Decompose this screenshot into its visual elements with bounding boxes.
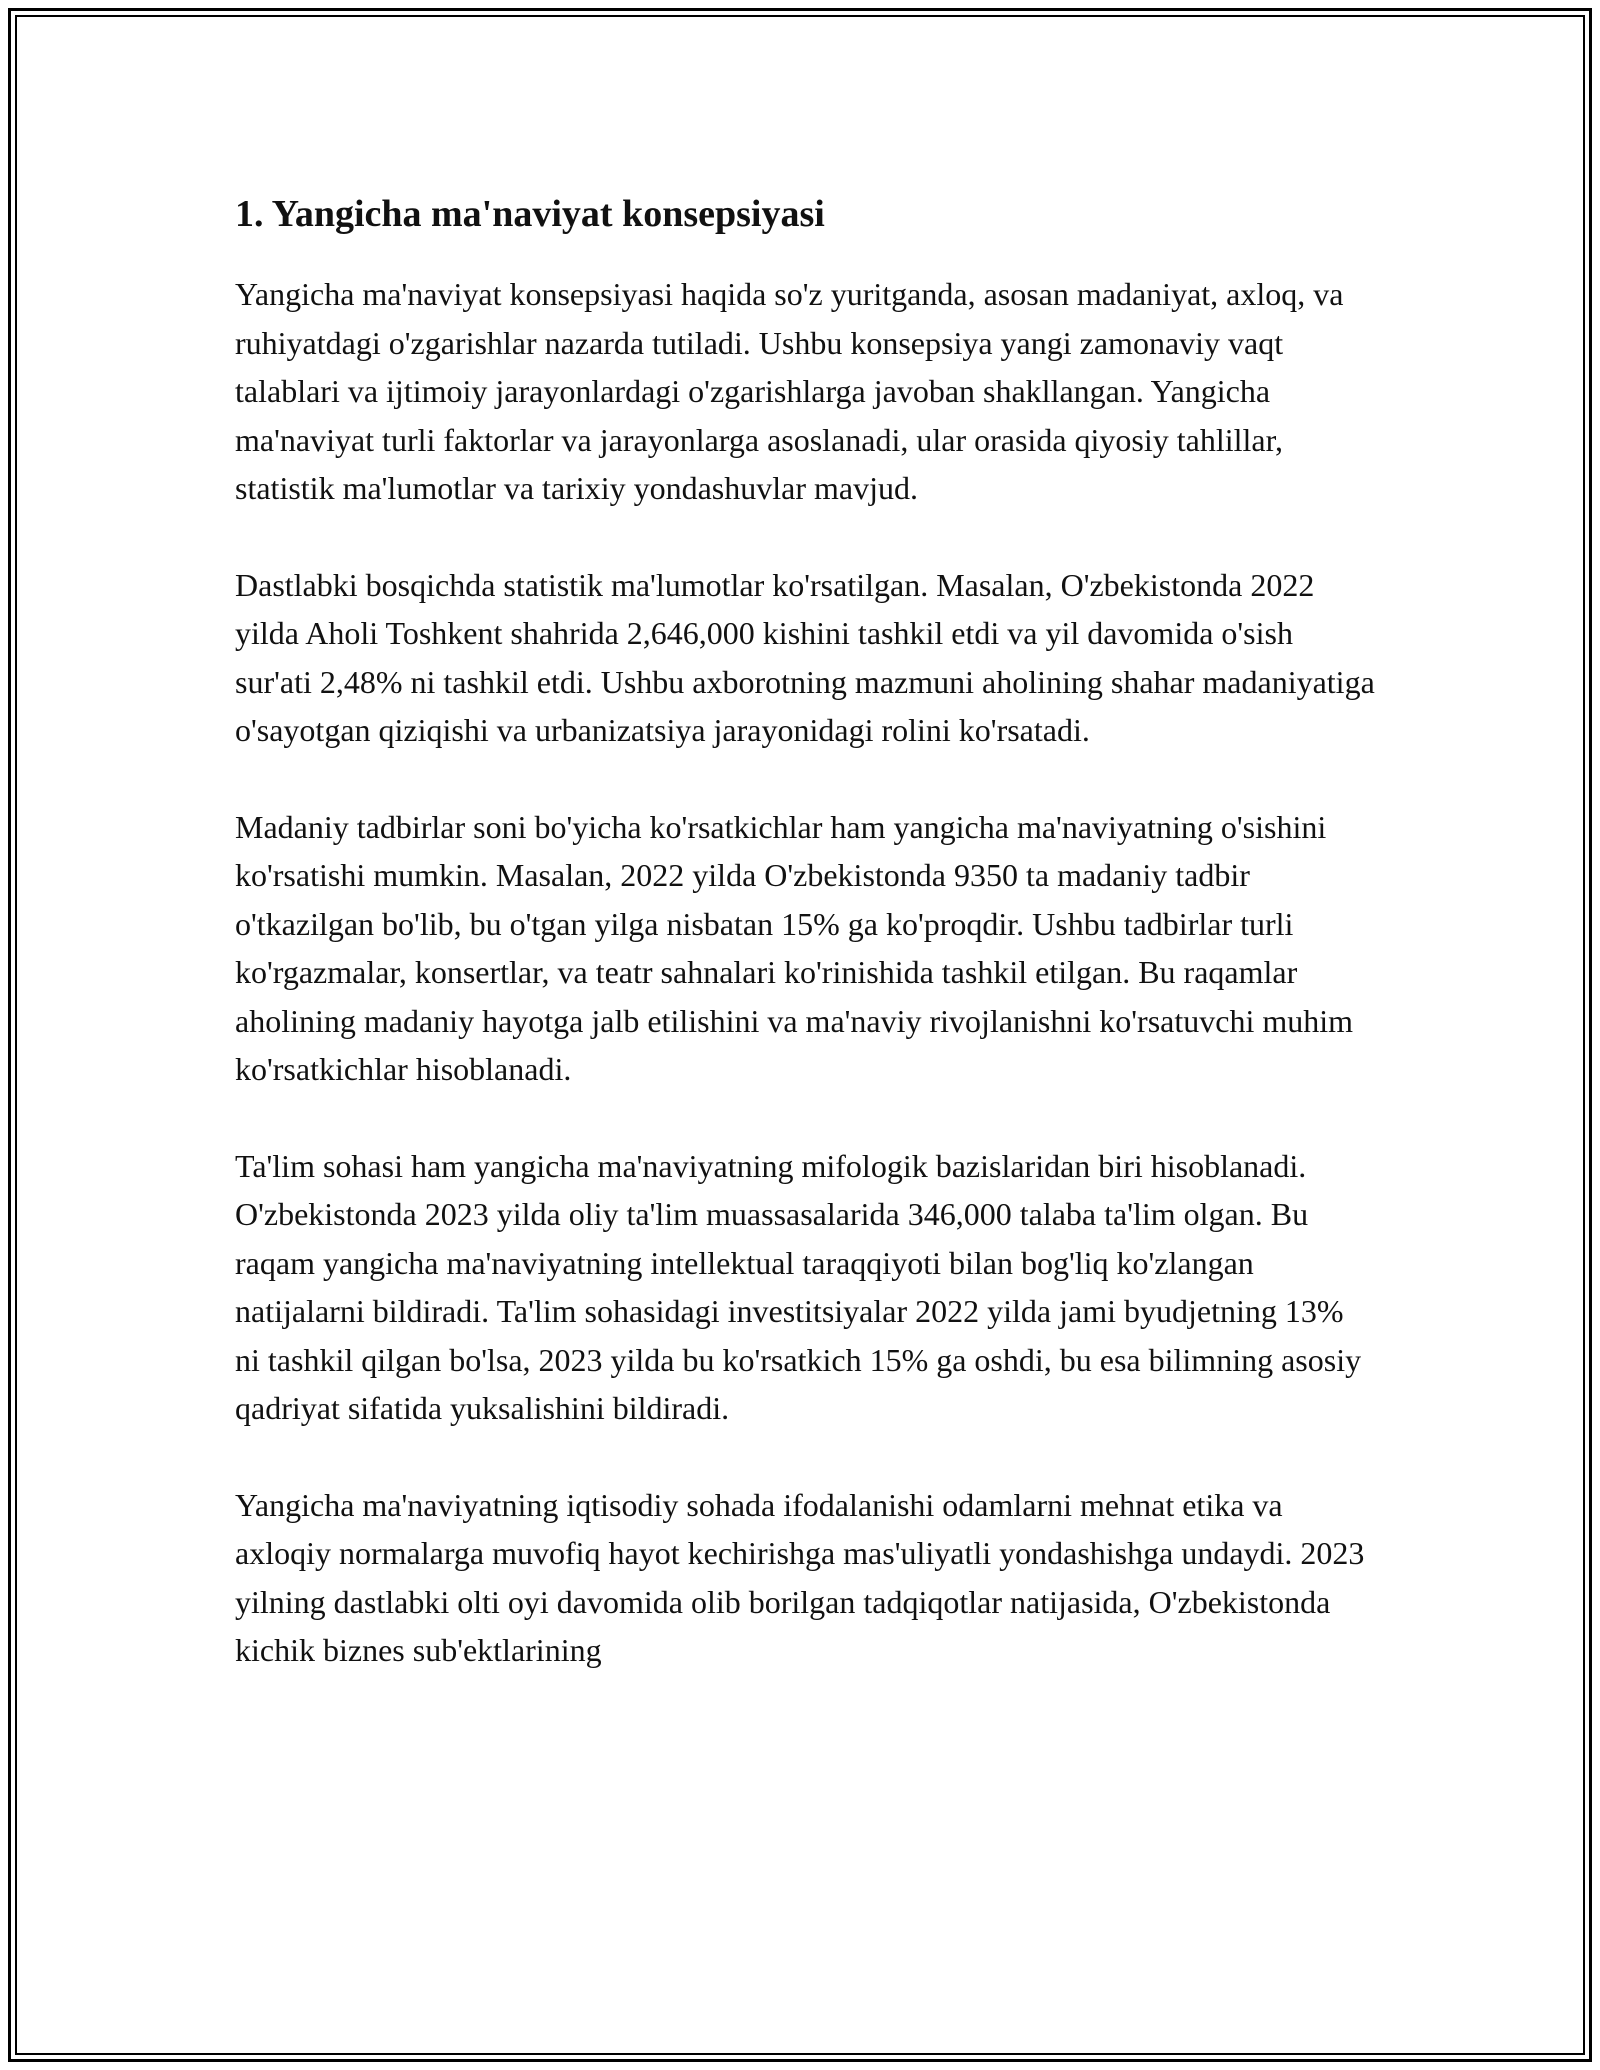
section-heading: 1. Yangicha ma'naviyat konsepsiyasi — [235, 193, 825, 235]
paragraph-4: Ta'lim sohasi ham yangicha ma'naviyatning mifologik bazislaridan biri hisoblanadi. O'zbekistonda 2023 yilda oliy ta'lim muassasalarida 346,000 talaba ta'lim olgan. Bu raqam yangicha ma'naviyatning intellektual taraqqiyoti bilan bog'liq ko'zlangan natijalarni bildiradi. Ta'lim sohasidagi investitsiyalar 2022 yilda jami byudjetning 13% ni tashkil qilgan bo'lsa, 2023 yilda bu ko'rsatkich 15% ga oshdi, bu esa bilimning asosiy qadriyat sifatida yuksalishini bildiradi. — [235, 1147, 1362, 1426]
paragraph-2: Dastlabki bosqichda statistik ma'lumotlar ko'rsatilgan. Masalan, O'zbekistonda 2022 yilda Aholi Toshkent shahrida 2,646,000 kishini tashkil etdi va yil davomida o'sish sur'ati 2,48% ni tashkil etdi. Ushbu axborotning mazmuni aholining shahar madaniyatiga o'sayotgan qiziqishi va urbanizatsiya jarayonidagi rolini ko'rsatadi. — [235, 566, 1375, 748]
paragraph-5: Yangicha ma'naviyatning iqtisodiy sohada ifodalanishi odamlarni mehnat etika va axloqiy normalarga muvofiq hayot kechirishga mas'uliyatli yondashishga undaydi. 2023 yilning dastlabki olti oyi davomida olib borilgan tadqiqotlar natijasida, O'zbekistonda kichik biznes sub'ektlarining — [235, 1486, 1365, 1668]
paragraph-1: Yangicha ma'naviyat konsepsiyasi haqida so'z yuritganda, asosan madaniyat, axloq, va ruhiyatdagi o'zgarishlar nazarda tutiladi. Ushbu konsepsiya yangi zamonaviy vaqt talablari va ijtimoiy jarayonlardagi o'zgarishlarga javoban shakllangan. Yangicha ma'naviyat turli faktorlar va jarayonlarga asoslanadi, ular orasida qiyosiy tahlillar, statistik ma'lumotlar va tarixiy yondashuvlar mavjud. — [235, 276, 1344, 506]
document-body — [235, 188, 1375, 1723]
paragraph-3: Madaniy tadbirlar soni bo'yicha ko'rsatkichlar ham yangicha ma'naviyatning o'sishini ko'rsatishi mumkin. Masalan, 2022 yilda O'zbekistonda 9350 ta madaniy tadbir o'tkazilgan bo'lib, bu o'tgan yilga nisbatan 15% ga ko'proqdir. Ushbu tadbirlar turli ko'rgazmalar, konsertlar, va teatr sahnalari ko'rinishida tashkil etilgan. Bu raqamlar aholining madaniy hayotga jalb etilishini va ma'naviy rivojlanishni ko'rsatuvchi muhim ko'rsatkichlar hisoblanadi. — [235, 808, 1353, 1087]
